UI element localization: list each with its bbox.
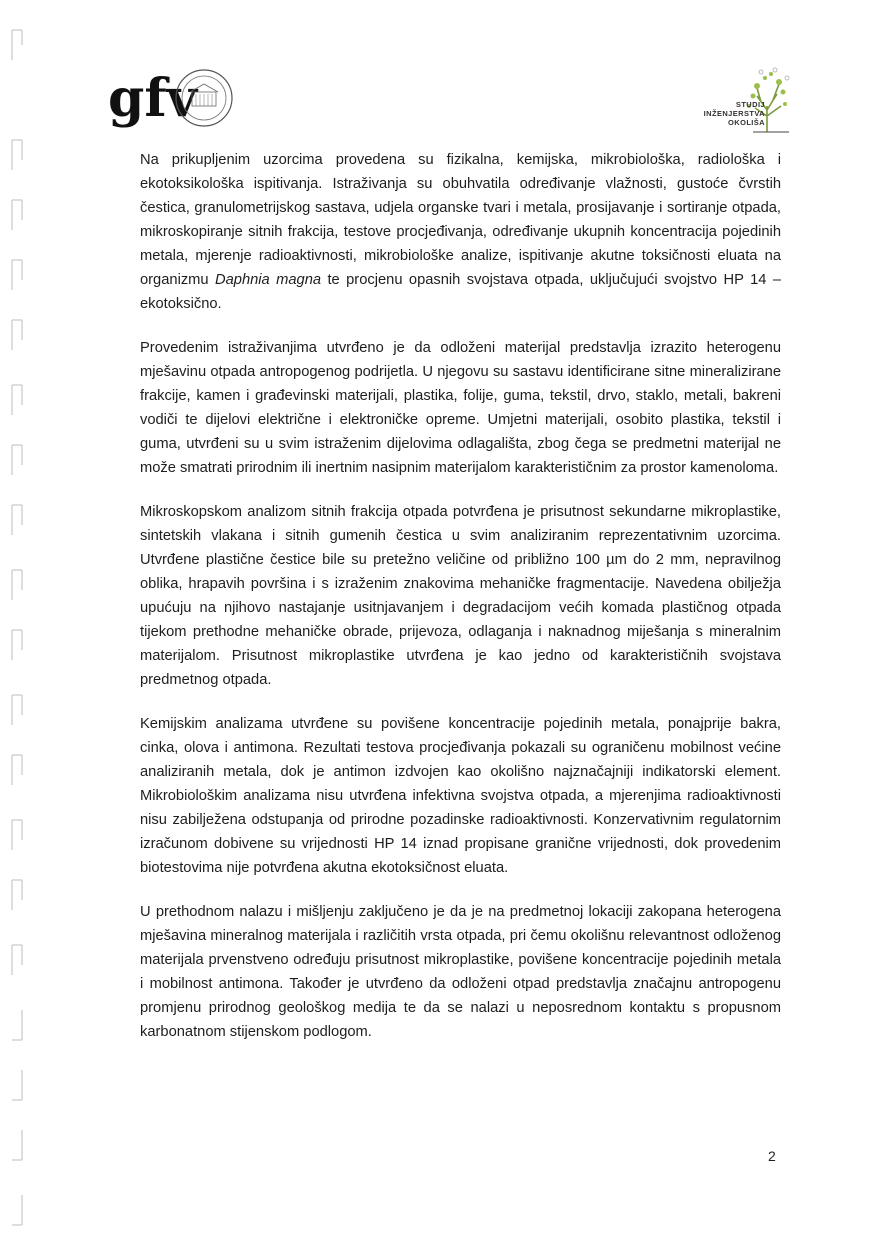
logo-line: STUDIJ [735, 100, 765, 109]
paragraph-microplastics: Mikroskopskom analizom sitnih frakcija otpada potvrđena je prisutnost sekundarne mikroplastike, sintetskih vlakana i sitnih gumenih čestica u svim analiziranim reprezentativnim uzorcima. Utvrđene plastične čestice bile su pretežno veličine od približno 100 µm do 2 mm, nepravilnog oblika, hrapavih površina i s izraženim znakovima mehaničke fragmentacije. Navedena obilježja upućuju na njihovo nastajanje usitnjavanjem i degradacijom većih komada plastičnog otpada tijekom prethodne mehaničke obrade, prijevoza, odlaganja i naknadnog miješanja s mineralnim materijalom. Prisutnost mikroplastike utvrđena je kao jedno od karakterističnih svojstava predmetnog otpada. [140, 504, 781, 688]
page-header [0, 0, 890, 140]
svg-text:gfv: gfv [108, 68, 197, 129]
paragraph-composition: Provedenim istraživanjima utvrđeno je da odloženi materijal predstavlja izrazito heterogenu mješavinu otpada antropogenog podrijetla. U njegovu su sastavu identificirane sitne mineralizirane frakcije, kamen i građevinski materijali, plastika, folije, guma, tekstil, drvo, staklo, metali, bakreni vodiči te dijelovi električne i elektroničke opreme. Umjetni materijali, osobito plastika, tekstil i guma, utvrđeni su u svim istraženim dijelovima odlagališta, zbog čega se predmetni materijal ne može smatrati prirodnim ili inertnim nasipnim materijalom karakterističnim za prostor kamenoloma. [140, 340, 781, 476]
paragraph-conclusion: U prethodnom nalazu i mišljenju zaključeno je da je na predmetnoj lokaciji zakopana heterogena mješavina mineralnog materijala i različitih vrsta otpada, pri čemu okolišnu relevantnost odloženog materijala prvenstveno određuju prisutnost mikroplastike, povišene koncentracije pojedinih metala i mobilnost antimona. Također je utvrđeno da odloženi otpad predstavlja značajnu antropogenu promjenu prirodnog geološkog medija te da se nalazi u neposrednom kontaktu s propusnom karbonatnom stijenskom podlogom. [140, 904, 781, 1040]
study-program-label [665, 100, 765, 127]
paragraph-methods: Na prikupljenim uzorcima provedena su fizikalna, kemijska, mikrobiološka, radiološka i ekotoksikološka ispitivanja. Istraživanja su obuhvatila određivanje vlažnosti, gustoće čvrstih čestica, granulometrijskog sastava, udjela organske tvari i metala, prosijavanje i sortiranje otpada, mikroskopiranje sitnih frakcija, testove procjeđivanja, određivanje ukupnih koncentracija pojedinih metala, mjerenje radioaktivnosti, mikrobiološke analize, ispitivanje akutne toksičnosti eluata na organizmu Daphnia magna te procjenu opasnih svojstava otpada, uključujući svojstvo HP 14 – ekotoksično. [140, 152, 782, 312]
logo-line: INŽENJERSTVA [703, 109, 765, 118]
paragraph-chemistry: Kemijskim analizama utvrđene su povišene koncentracije pojedinih metala, ponajprije bakra, cinka, olova i antimona. Rezultati testova procjeđivanja pokazali su ograničenu mobilnost većine analiziranih metala, dok je antimon izdvojen kao okolišno najznačajniji indikatorski element. Mikrobiološkim analizama nisu utvrđena infektivna svojstva otpada, a mjerenjima radioaktivnosti nisu zabilježena odstupanja od prirodne pozadinske radioaktivnosti. Konzervativnim regulatornim izračunom dobivene su vrijednosti HP 14 iznad propisane granične vrijednosti, dok provedenim biotestovima nije potvrđena akutna ekotoksičnost eluata. [140, 716, 781, 876]
faculty-logo [108, 64, 238, 132]
page-number: 2 [768, 1148, 776, 1164]
species-name: Daphnia magna [215, 272, 322, 288]
logo-line: OKOLIŠA [728, 118, 765, 127]
document-body [140, 148, 781, 1064]
binder-edge-marks [4, 0, 34, 1258]
